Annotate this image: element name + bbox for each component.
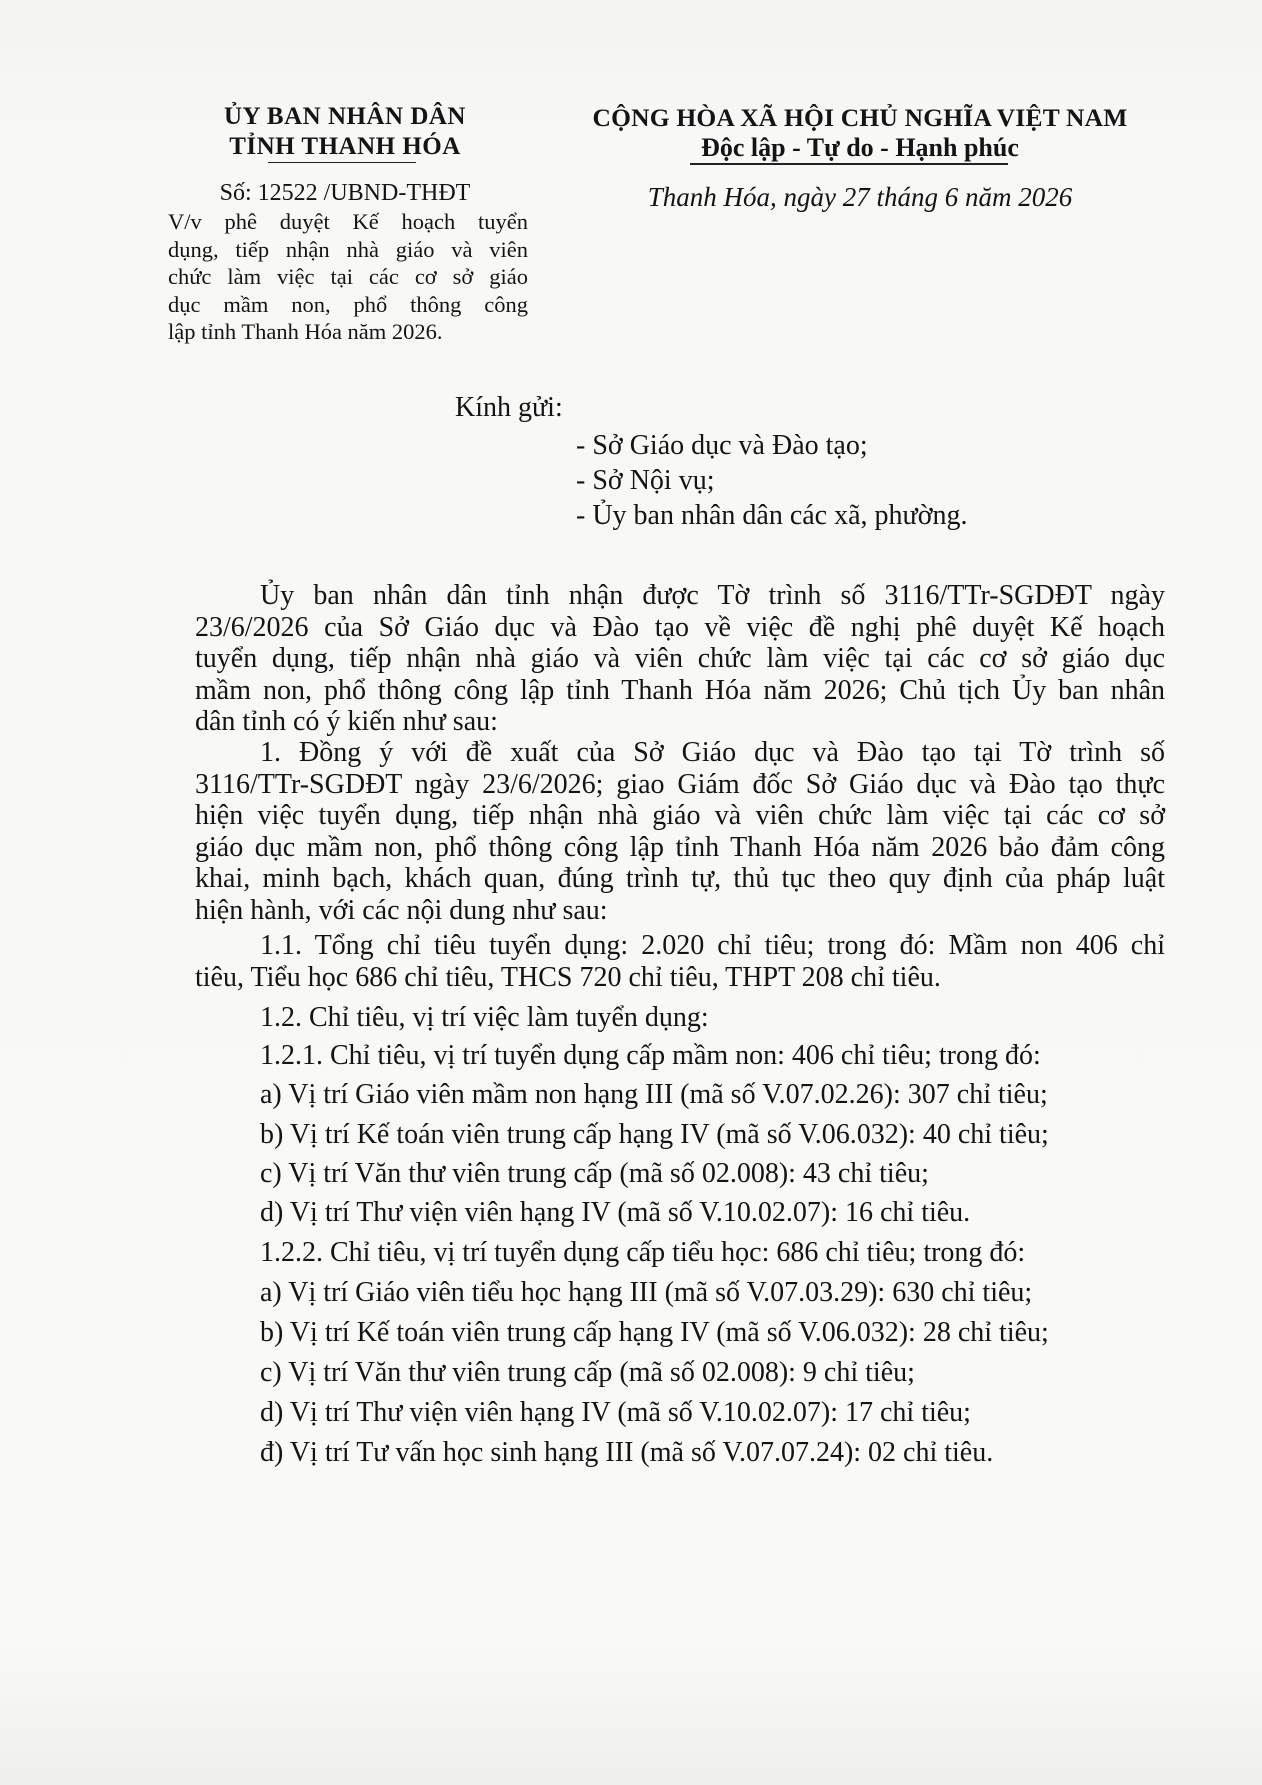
paragraph-line: tiêu, Tiểu học 686 chỉ tiêu, THCS 720 chỉ tiêu, THPT 208 chỉ tiêu. [195, 961, 941, 993]
list-item: b) Vị trí Kế toán viên trung cấp hạng IV (mã số V.06.032): 28 chỉ tiêu; [260, 1317, 1049, 1348]
paragraph-line: tuyển dụng, tiếp nhận nhà giáo và viên chức làm việc tại các cơ sở giáo dục [195, 643, 1165, 674]
recipient-item: - Sở Giáo dục và Đào tạo; [576, 430, 868, 461]
section-1-1-paragraph [195, 930, 1165, 993]
section-1-2-heading: 1.2. Chỉ tiêu, vị trí việc làm tuyển dụng: [260, 1002, 709, 1033]
subject-line: V/v phê duyệt Kế hoạch tuyển [168, 209, 528, 234]
paragraph-line: giáo dục mầm non, phổ thông công lập tỉnh Thanh Hóa năm 2026 bảo đảm công [195, 831, 1165, 863]
paragraph-line: 1. Đồng ý với đề xuất của Sở Giáo dục và Đào tạo tại Tờ trình số [260, 737, 1165, 768]
list-item: d) Vị trí Thư viện viên hạng IV (mã số V.10.02.07): 17 chỉ tiêu; [260, 1397, 971, 1428]
issuing-agency-line2: TỈNH THANH HÓA [229, 133, 461, 160]
document-number: Số: 12522 /UBND-THĐT [219, 180, 471, 206]
recipient-item: - Ủy ban nhân dân các xã, phường. [576, 500, 968, 531]
motto-underline [690, 163, 1008, 165]
list-item: b) Vị trí Kế toán viên trung cấp hạng IV (mã số V.06.032): 40 chỉ tiêu; [260, 1119, 1049, 1150]
list-item: c) Vị trí Văn thư viên trung cấp (mã số 02.008): 43 chỉ tiêu; [260, 1158, 929, 1189]
list-item: d) Vị trí Thư viện viên hạng IV (mã số V.10.02.07): 16 chỉ tiêu. [260, 1197, 971, 1228]
paragraph-line: hiện hành, với các nội dung như sau: [195, 894, 608, 926]
paragraph-line: mầm non, phổ thông công lập tỉnh Thanh Hóa năm 2026; Chủ tịch Ủy ban nhân [195, 674, 1165, 706]
paragraph-line: khai, minh bạch, khách quan, đúng trình tự, thủ tục theo quy định của pháp luật [195, 863, 1165, 894]
subject-line: dụng, tiếp nhận nhà giáo và viên [168, 236, 528, 262]
paragraph-line: 1.1. Tổng chỉ tiêu tuyển dụng: 2.020 chỉ tiêu; trong đó: Mầm non 406 chỉ [260, 930, 1165, 961]
section-1-2-1-heading: 1.2.1. Chỉ tiêu, vị trí tuyển dụng cấp mầm non: 406 chỉ tiêu; trong đó: [260, 1040, 1041, 1071]
national-motto: Độc lập - Tự do - Hạnh phúc [701, 133, 1019, 162]
list-item: đ) Vị trí Tư vấn học sinh hạng III (mã số V.07.07.24): 02 chỉ tiêu. [260, 1437, 994, 1468]
subject-line: chức làm việc tại các cơ sở giáo [168, 264, 528, 289]
list-item: a) Vị trí Giáo viên mầm non hạng III (mã số V.07.02.26): 307 chỉ tiêu; [260, 1079, 1048, 1110]
recipient-item: - Sở Nội vụ; [576, 465, 715, 496]
section-1-2-2-heading: 1.2.2. Chỉ tiêu, vị trí tuyển dụng cấp tiểu học: 686 chỉ tiêu; trong đó: [260, 1237, 1026, 1268]
national-title: CỘNG HÒA XÃ HỘI CHỦ NGHĨA VIỆT NAM [592, 103, 1128, 132]
paragraph-line: 3116/TTr-SGDĐT ngày 23/6/2026; giao Giám đốc Sở Giáo dục và Đào tạo thực [195, 768, 1165, 800]
paragraph-line: Ủy ban nhân dân tỉnh nhận được Tờ trình số 3116/TTr-SGDĐT ngày [260, 580, 1165, 611]
agency-underline [268, 162, 416, 163]
subject-line: lập tỉnh Thanh Hóa năm 2026. [168, 319, 443, 344]
intro-paragraph [195, 580, 1165, 738]
paragraph-line: hiện việc tuyển dụng, tiếp nhận nhà giáo và viên chức làm việc tại các cơ sở [195, 800, 1165, 831]
section-1-paragraph [195, 737, 1165, 926]
subject-line: dục mầm non, phổ thông công [168, 291, 528, 317]
issuing-agency-line1: ỦY BAN NHÂN DÂN [224, 103, 466, 130]
list-item: a) Vị trí Giáo viên tiểu học hạng III (mã số V.07.03.29): 630 chỉ tiêu; [260, 1277, 1033, 1308]
paragraph-line: dân tỉnh có ý kiến như sau: [195, 706, 498, 737]
place-and-date: Thanh Hóa, ngày 27 tháng 6 năm 2026 [647, 182, 1073, 212]
list-item: c) Vị trí Văn thư viên trung cấp (mã số 02.008): 9 chỉ tiêu; [260, 1357, 915, 1388]
recipients-label: Kính gửi: [455, 392, 563, 423]
paragraph-line: 23/6/2026 của Sở Giáo dục và Đào tạo về việc đề nghị phê duyệt Kế hoạch [195, 611, 1165, 643]
document-subject [168, 208, 528, 346]
